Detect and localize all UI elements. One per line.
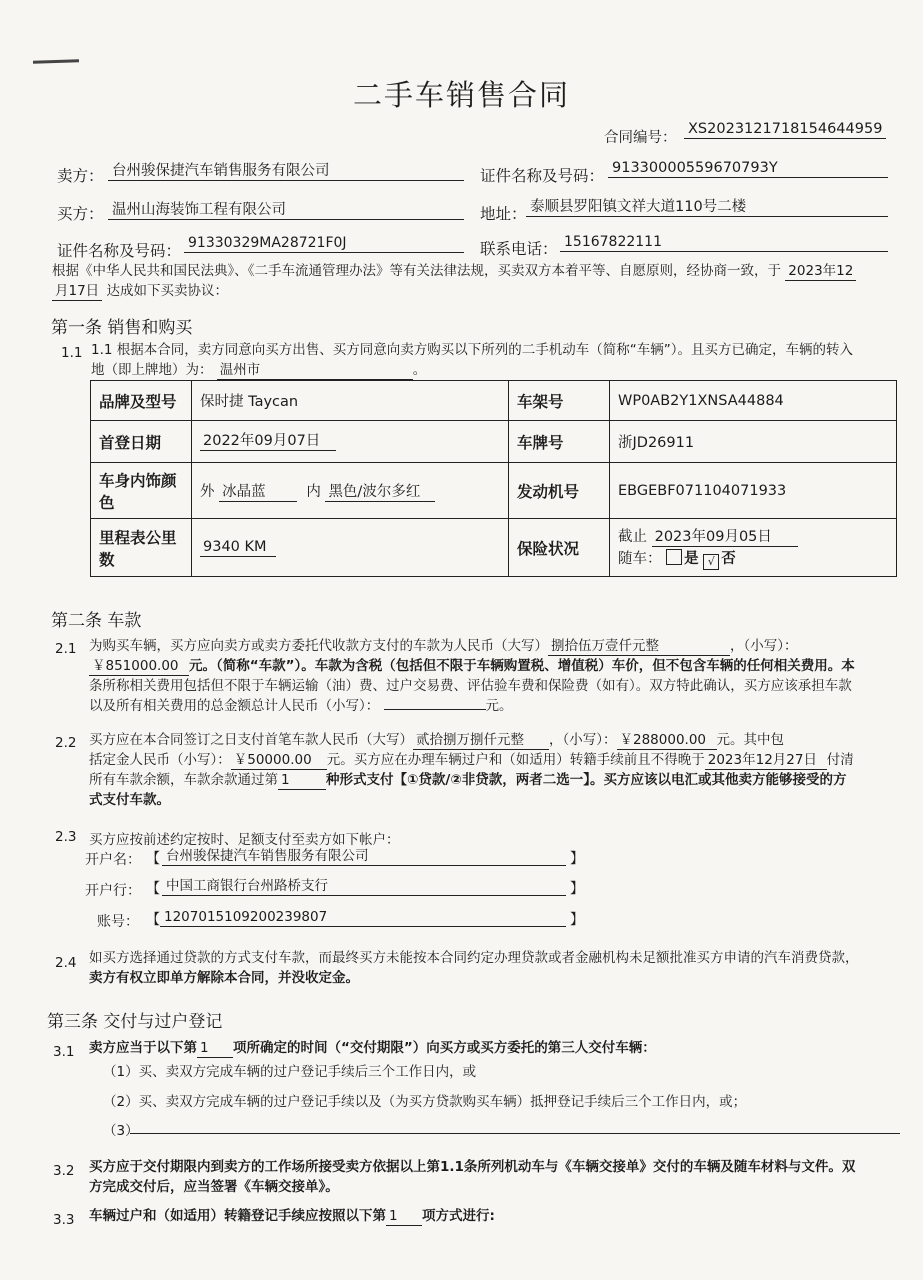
clause-2-2-number: 2.2 [55,735,77,751]
delivery-option-3: （3） [103,1123,139,1139]
plate-value: 浙JD26911 [610,421,897,463]
insurance-until: 2023年09月05日 [652,529,798,547]
reg-date-label: 首登日期 [91,421,192,463]
deposit-amount: ￥50000.00 [231,752,327,770]
vehicle-info-table [90,380,897,577]
insurance-value: 截止 2023年09月05日 随车： 是 √ 否 [610,519,897,577]
no-checkbox[interactable]: √ [703,554,719,570]
account-name: 台州骏保捷汽车销售服务有限公司 [162,848,566,866]
total-amount: ￥851000.00 [89,658,189,676]
clause-3-1: 卖方应当于以下第 1 项所确定的时间（“交付期限”）向买方或买方委托的第三人交付车辆： [89,1040,656,1056]
article-3-heading: 第三条 交付与过户登记 [47,1012,223,1032]
exterior-color: 冰晶蓝 [219,484,297,502]
buyer-phone-label: 联系电话： [480,240,558,258]
total-amount-cn: 捌拾伍万壹仟元整 [548,638,730,656]
delivery-option-3-blank [130,1133,900,1134]
contract-no-label: 合同编号： [604,130,677,146]
vin-value: WP0AB2Y1XNSA44884 [610,381,897,421]
pen-mark [33,59,79,64]
account-bank-bracket-l: 【 [146,881,160,897]
first-payment: ￥288000.00 [617,732,717,750]
clause-3-3: 车辆过户和（如适用）转籍登记手续应按照以下第 1 项方式进行: [89,1208,495,1224]
engine-label: 发动机号 [509,463,610,519]
clause-2-1-number: 2.1 [55,641,77,657]
color-value: 外 冰晶蓝 内 黑色/波尔多红 [192,463,509,519]
first-payment-cn: 贰拾捌万捌仟元整 [413,732,549,750]
buyer-address-label: 地址： [480,205,527,223]
mileage-value: 9340 KM [192,519,509,577]
engine-value: EBGEBF071104071933 [610,463,897,519]
clause-2-3: 买方应按前述约定按时、足额支付至卖方如下帐户： [89,832,400,848]
account-name-label: 开户名： [85,852,141,868]
account-number-label: 账号： [97,914,139,930]
buyer-label: 买方： [57,205,104,223]
buyer-name: 温州山海装饰工程有限公司 [108,202,464,220]
delivery-option-1: （1）买、卖双方完成车辆的过户登记手续后三个工作日内，或 [103,1064,477,1080]
clause-2-1: 为购买车辆，买方应向卖方或卖方委托代收款方支付的车款为人民币（大写） 捌拾伍万壹仟元整 ，（小写）： ￥851000.00 元。（简称“车款”）。车款为含税（包括但不限于车辆购置税、增值税）车价，但不包含车辆的任何相关费用。本 条所称相关费用包括但不限于车辆运输（油）费、过户交易费、评估验车费和保险费（如有）。双方特此确认，买方应该承担车款 以及所有相关费用的总金额总计人民币（小写）： 元。 [89,638,855,714]
payment-method: 1 [278,772,326,790]
account-number-bracket-r: 】 [570,912,584,928]
delivery-option-2: （2）买、卖双方完成车辆的过户登记手续以及（为买方贷款购买车辆）抵押登记手续后三个工作日内，或； [103,1094,747,1110]
delivery-option: 1 [197,1040,233,1058]
seller-name: 台州骏保捷汽车销售服务有限公司 [108,163,464,181]
article-2-heading: 第二条 车款 [51,611,142,631]
clause-3-3-number: 3.3 [53,1212,75,1228]
brand-label: 品牌及型号 [91,381,192,421]
account-number: 1207015109200239807 [160,909,566,927]
insurance-label: 保险状况 [509,519,610,577]
clause-2-2: 买方应在本合同签订之日支付首笔车款人民币（大写） 贰拾捌万捌仟元整 ，（小写）： ￥288000.00 元。其中包 括定金人民币（小写）： ￥50000.00 元。买方应在办理车辆过户和（如适用）转籍手续前且不得晚于 2023年12月27日 付清 所有车款余额，车款余款通过第 1 种形式支付【①贷款/②非贷款，两者二选一】。买方应该以电汇或其他卖方能够接受的方 式支付车款。 [89,732,854,808]
account-bank-bracket-r: 】 [570,881,584,897]
contract-no: XS20231217181546449​59 [684,121,886,139]
brand-value: 保时捷 Taycan [192,381,509,421]
clause-3-1-number: 3.1 [53,1044,75,1060]
color-label: 车身内饰颜色 [91,463,192,519]
intro-paragraph: 根据《中华人民共和国民法典》、《二手车流通管理办法》等有关法律法规，买卖双方本着平等、自愿原则，经协商一致，于 2023年12 月17日 达成如下买卖协议： [52,261,897,301]
account-number-bracket-l: 【 [146,912,160,928]
yes-checkbox[interactable] [666,549,682,565]
buyer-phone: 15167822111 [560,234,888,252]
clause-1-1-number: 1.1 [61,345,83,361]
clause-2-4-number: 2.4 [55,955,77,971]
account-name-bracket-r: 】 [570,851,584,867]
plate-label: 车牌号 [509,421,610,463]
document-title: 二手车销售合同 [352,78,570,112]
buyer-id-label: 证件名称及号码： [57,242,182,260]
account-name-bracket-l: 【 [146,851,160,867]
clause-1-1: 1.1 根据本合同，卖方同意向买方出售、买方同意向卖方购买以下所列的二手机动车（简称“车辆”）。且买方已确定，车辆的转入 地（即上牌地）为： 温州市 。 [91,342,853,378]
clause-2-3-number: 2.3 [55,829,77,845]
seller-id-label: 证件名称及号码： [480,167,605,185]
article-1-heading: 第一条 销售和购买 [51,318,193,338]
mileage-label: 里程表公里数 [91,519,192,577]
account-bank-label: 开户行： [85,883,141,899]
account-bank: 中国工商银行台州路桥支行 [162,878,566,896]
clause-3-2-number: 3.2 [53,1163,75,1179]
payment-deadline: 2023年12月27日 [705,752,827,770]
clause-3-2: 买方应于交付期限内到卖方的工作场所接受卖方依据以上第1.1条所列机动车与《车辆交接单》交付的车辆及随车材料与文件。双 方完成交付后，应当签署《车辆交接单》。 [89,1159,856,1195]
transfer-option: 1 [386,1208,422,1226]
buyer-id: 91330329MA28721F0J [184,235,464,253]
clause-2-4: 如买方选择通过贷款的方式支付车款，而最终买方未能按本合同约定办理贷款或者金融机构未足额批准买方申请的汽车消费贷款， 卖方有权立即单方解除本合同，并没收定金。 [89,950,859,986]
reg-date-value: 2022年09月07日 [192,421,509,463]
interior-color: 黑色/波尔多红 [325,484,435,502]
vin-label: 车架号 [509,381,610,421]
seller-label: 卖方： [57,167,104,185]
seller-id: 91330000559670793Y [608,160,888,178]
buyer-address: 泰顺县罗阳镇文祥大道110号二楼 [526,199,888,217]
